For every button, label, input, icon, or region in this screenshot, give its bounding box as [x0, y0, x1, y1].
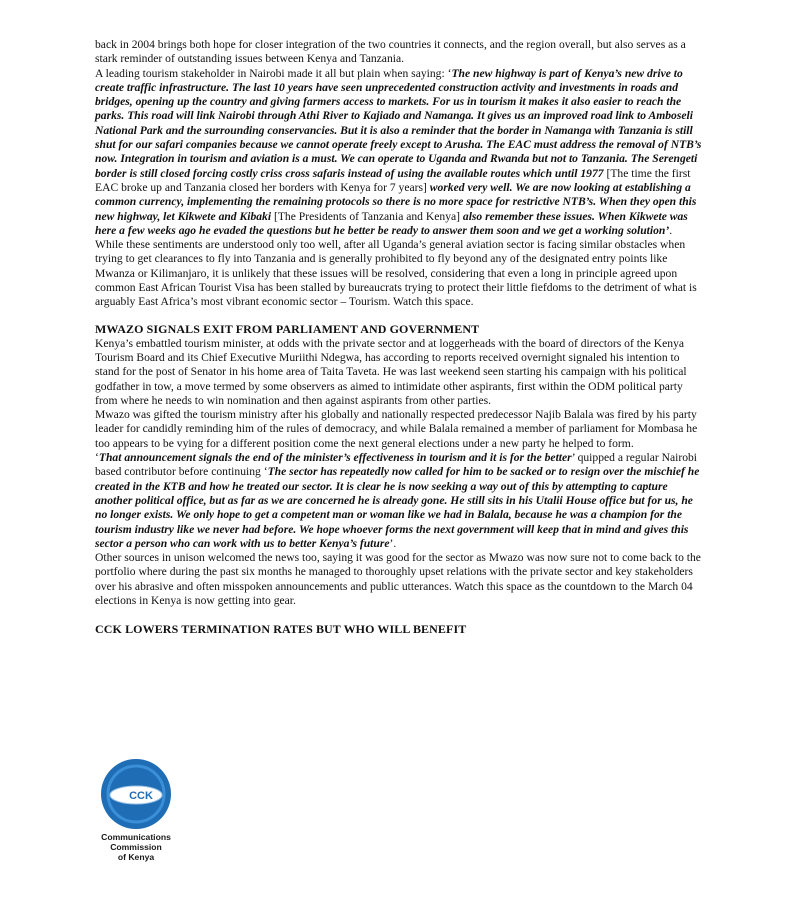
quote-intro: A leading tourism stakeholder in Nairobi made it all but plain when saying: ‘	[95, 66, 452, 80]
quote-attribution: ’ quipped a regular Nairobi based contributor before continuing ‘	[95, 451, 698, 479]
bracket-note-presidents: [The Presidents of Tanzania and Kenya]	[271, 209, 463, 223]
paragraph-mwazo-balala: Mwazo was gifted the tourism ministry after his globally and nationally respected predecessor Najib Balala was fired by his party leader for candidly reminding him of the rules of democracy, and while Balala remained a member of parliament for Mombasa he too appears to be vying for a different position come the next general elections under a new party he helped to form.	[95, 408, 698, 450]
paragraph-stakeholder-quote	[95, 67, 705, 239]
paragraph-contributor-quote	[95, 451, 705, 551]
paragraph-mwazo-intro: Kenya’s embattled tourism minister, at odds with the private sector and at loggerheads with the board of directors of the Kenya Tourism Board and its Chief Executive Muriithi Ndegwa, has according to reports received overnight signaled his intention to stand for the post of Senator in his home area of Taita Taveta. He was last weekend seen starting his campaign with his political godfather in tow, a move termed by some observers as aimed to intimidate other aspirants, first within the ODM political party from where he needs to win nomination and then against aspirants from other parties.	[95, 336, 687, 407]
logo-caption-line1: Communications	[101, 832, 171, 842]
logo-caption-line3: of Kenya	[117, 852, 155, 862]
logo-caption	[96, 832, 176, 862]
heading-cck: CCK LOWERS TERMINATION RATES BUT WHO WILL BENEFIT	[95, 622, 467, 637]
paragraph-other-sources: Other sources in unison welcomed the news too, saying it was good for the sector as Mwazo was now sure not to come back to the portfolio where during the past six months he managed to thoroughly upset relations with the private sector and key stakeholders over his abrasive and often misspoken announcements and public utterances. Watch this space as the countdown to the March 04 elections in Kenya is now getting into gear.	[95, 551, 701, 607]
logo-text: CCK	[129, 790, 153, 802]
quote-sector: The sector has repeatedly now called for him to be sacked or to resign over the mischief he created in the KTB and how he treated our sector. It is clear he is now seeking a way out of this by attempting to capture another political office, but as far as we are concerned he is already gone. He still sits in his Utalii House office but for us, he no longer exists. We only hope to get a competent man or woman like we had in Balala, because he was a champion for the tourism industry like we never had before. We hope whoever forms the next government will keep that in mind and gives this sector a person who can work with us to better Kenya’s future	[95, 465, 700, 550]
quote-end: .	[669, 223, 673, 237]
quote-kikwete: also remember these issues. When Kikwete was here a few weeks ago he evaded the questions but he better be ready to answer them soon and we get a working solution’	[95, 209, 688, 237]
heading-mwazo: MWAZO SIGNALS EXIT FROM PARLIAMENT AND GOVERNMENT	[95, 321, 480, 336]
bracket-note-1977: [The time the first EAC broke up and Tanzania closed her borders with Kenya for 7 years]	[95, 166, 691, 194]
article-body	[95, 38, 705, 637]
quote-highway: The new highway is part of Kenya’s new drive to create traffic infrastructure. The last 10 years have seen unprecedented construction activity and investments in roads and bridges, opening up the country and giving farmers access to markets. For us in tourism it makes it also easier to reach the parks. This road will link Nairobi through Athi River to Kajiado and Namanga. It gives us an improved road link to Amboseli National Park and the surrounding conservancies. But it is also a reminder that the border in Namanga with Tanzania is still shut for our safari companies because we cannot operate freely except to Arusha. The EAC must address the removal of NTB’s now. Integration in tourism and aviation is a must. We can operate to Uganda and Rwanda but not to Tanzania. The Serengeti border is still closed forcing costly criss cross safaris instead of using the available routes which until 1977	[95, 66, 702, 180]
paragraph-sentiments: While these sentiments are understood only too well, after all Uganda’s general aviation sector is facing similar obstacles when trying to get clearances to fly into Tanzania and is generally prohibited to fly beyond any of the designated entry points like Mwanza or Kilimanjaro, it is unlikely that these issues will be resolved, considering that even a long in principle agreed upon common East African Tourist Visa has been stalled by bureaucrats trying to protect their little fiefdoms to the detriment of what is arguably East Africa’s most vibrant economic sector – Tourism. Watch this space.	[95, 238, 697, 309]
quote-close: ’.	[389, 536, 397, 550]
paragraph-highway-context: back in 2004 brings both hope for closer integration of the two countries it connects, and the region overall, but also serves as a stark reminder of outstanding issues between Kenya and Tanzania.	[95, 38, 686, 66]
logo-caption-line2: Commission	[110, 842, 162, 852]
quote-open: ‘	[95, 451, 99, 465]
quote-common-currency: worked very well. We are now looking at establishing a common currency, implementing the remaining protocols so there is no more space for restrictive NTB’s. When they open this new highway, let Kikwete and Kibaki	[95, 180, 697, 223]
quote-announcement: That announcement signals the end of the minister’s effectiveness in tourism and it is for the better	[98, 451, 572, 465]
